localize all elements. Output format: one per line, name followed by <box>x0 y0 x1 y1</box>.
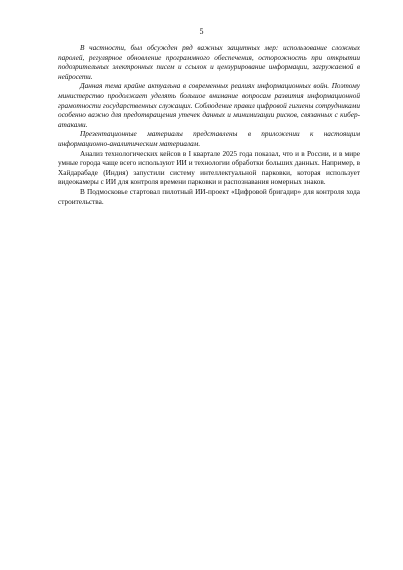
paragraph-information-wars: Данная тема крайне актуальна в современных реалиях информационных войн. Поэтому министерство продолжает уделять большое внимание вопросам развития информационной грамотности государственных служащих. Соблюдение правил цифровой гигиены сотрудниками особенно важно для предотвращения утечек данных и минимизации рисков, связанных с кибер-атаками. <box>58 82 360 129</box>
paragraph-digital-foreman: В Подмосковье стартовал пилотный ИИ-проект «Цифровой бригадир» для контроля хода строительства. <box>58 187 360 206</box>
paragraph-presentation-materials: Презентационные материалы представлены в приложении к настоящим информационно-аналитическим материалам. <box>58 130 360 148</box>
paragraph-tech-cases-analysis: Анализ технологических кейсов в I квартале 2025 года показал, что и в России, и в мире умные города чаще всего используют ИИ и технологии обработки больших данных. Например, в Хайдарабаде (Индия) запустили систему интеллектуальной парковки, которая использует видеокамеры с ИИ для контроля времени парковки и распознавания номерных знаков. <box>58 149 360 187</box>
paragraph-security-measures: В частности, был обсужден ряд важных защитных мер: использование сложных паролей, регулярное обновление программного обеспечения, осторожность при открытии подозрительных электронных писем и ссылок и цензурирование информации, загружаемой в нейросети. <box>58 44 360 81</box>
page-number: 5 <box>199 27 204 36</box>
document-body <box>58 44 360 207</box>
